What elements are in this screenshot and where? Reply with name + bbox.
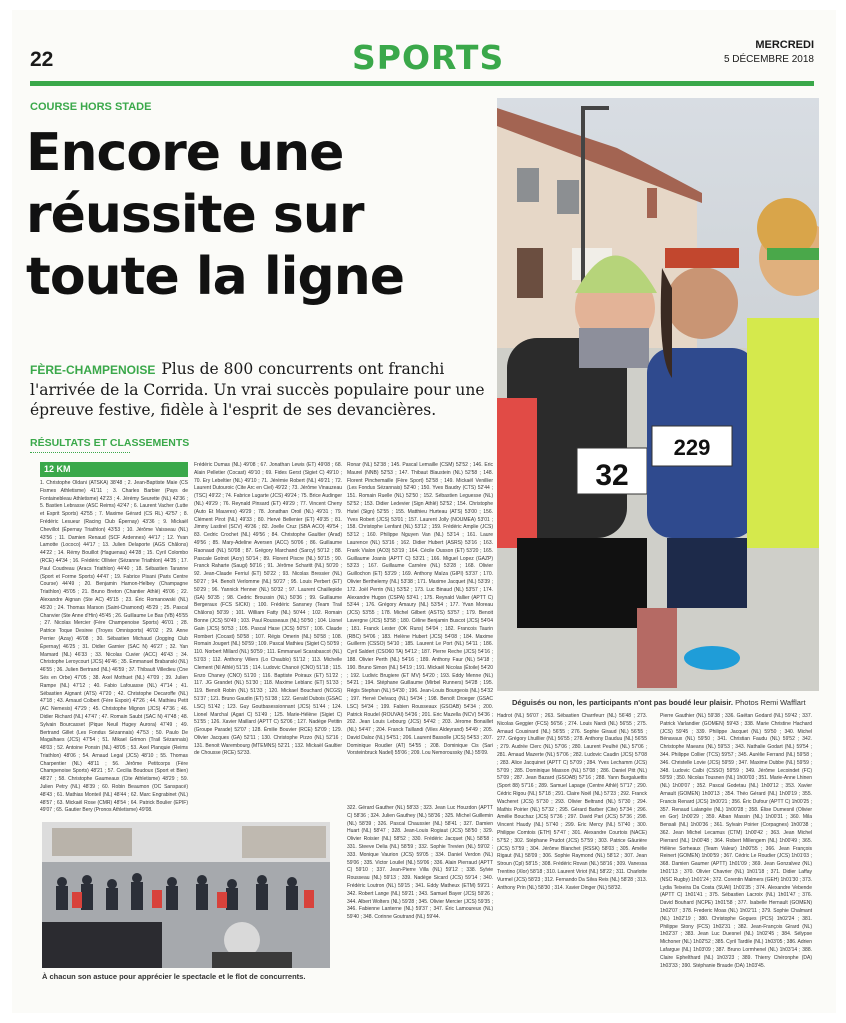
crowd-photo-illustration [42,822,330,968]
results-column-4 [497,713,647,993]
results-text-4: Hadrot (NL) 56'07 ; 263. Sébastien Charrfeurr (NL) 56'48 ; 273. Nicolas Geggier (FCS) 56'56 ; 274. Louis Nardi (NL) 56'55 ; 275. Arnaud Cousinard (NL) 56'55 ; 276. Sophie Giraud (NL) 56'55 ; 277. Grégory Lhuillier (NL) 56'55 ; 278. Anthony Dauduu (NL) 56'55 ; 279. Audrée Clerc (NL) 57'06 ; 280. Laurent Peulhé (NL) 57'06 ; 281. Arnaud Mazerte (NL) 57'06 ; 282. Ludovic Caudin (JCS) 57'08 ; 283. Alice Jacquinet (APTT C) 57'09 ; 284. Yves Lechamm (JCS) 57'09 ; 285. Dominique Masson (NL) 57'08 ; 286. Daniel Pitt (NL) 57'09 ; 287. Jean Bazard (GSOAB) 57'16 ; 288. Yann Burgaluettis (Sport 88) 57'16 ; 289. Samuel Lapage (Centre Athlé) 57'17 ; 290. Cédric Rigou (NL) 57'18 ; 291. Claire Noël (NL) 57'23 ; 292. Franck Wacheret (JCS) 57'30 ; 293. Olivier Beltrand (NL) 57'30 ; 294. Mathis Poirier (NL) 57'32 ; 295. Gérard Barber (Cite) 57'34 ; 296. Amélie Bouchaz (JCS) 57'36 ; 297. David Parl (JCS) 57'36 ; 298. Vincent Haudy (NL) 57'40 ; 299. Eric Mercy (NL) 57'40 ; 300. Philippe Comtois (ETH) 57'47 ; 301. Alexandre Courtois (NACE) 57'52 ; 302. Stéphane Prudot (JCS) 57'59 ; 303. Patrice Gâurière (JCS) 57'59 ; 304. Jérôme Blanchet (RSSK) 58'03 ; 305. Amélie Rigaut (NL) 58'09 ; 306. Sophie Raymond (NL) 58'12 ; 307. Jean Stroun (Cpl) 58'15 ; 308. Frédéric Rovan (NL) 58'16 ; 309. Vanessa Trentino (Xlor) 58'18 ; 310. Laurent Viriot (NL) 58'22 ; 311. Charlotte Vurmel (JCS) 58'23 ; 312. Fernando Da Silva Reis (NL) 58'28 ; 313. Anthony Prin (NL) 58'30 ; 314. Xavier Dinger (NL) 58'32. [497,713,647,891]
article-headline: Encore une réussite sur toute la ligne [26,123,405,307]
issue-day: MERCREDI [755,39,814,51]
results-column-5 [660,713,812,993]
photo-credit: Photos Remi Wafflart [735,698,806,707]
section-title: SPORTS [352,38,505,77]
main-caption-text: Déguisés ou non, les participants n'ont pas boudé leur plaisir. [512,698,733,707]
bib-number-left: 32 [595,459,629,492]
page-number: 22 [30,48,54,71]
small-photo-caption: À chacun son astuce pour apprécier le spectacle et le flot de concurrents. [42,972,306,981]
crowd-photo [42,822,330,968]
results-column-1 [40,462,188,814]
results-column-6 [347,805,493,995]
results-text-1: 1. Christophe Oldani (ATSKA) 38'48 ; 2. Jean-Baptiste Maie (CS Fismes Athletisme) 41'11 ; 3. Charles Barbier (Pays de Fontainebleau Athletisme) 42'23 ; 4. Jérémy Seurette (NL) 42'36 ; 5. Bastien Lebrasse (ASC Reims) 42'47 ; 6. Laurent Vacher (Lutte et Esprit Sports) 42'55 ; 7. Maxime Gérard (CS RL) 42'57 ; 8. Frédéric Lesueur (Racing Club Épernay) 43'36 ; 9. Mickaël Chevillot (Épernay Triathlon) 43'53 ; 10. Jérôme Vaisseau (NL) 43'56 ; 11. Damien Renaud (SCF Ardennes) 44'17 ; 12. Yvan Lamotte (Lococo) 44'17 ; 13. Julien Delaporte (AGS Châlons) 44'22 ; 14. Rémy Bouillot (Haguenau) 44'28 ; 15. Cyril Colombo (RCE) 44'34 ; 16. Frédéric Ollivier (Sézanne Triathlon) 44'35 ; 17. Paul Coudreau (Aracs Triathlon) 44'40 ; 18. Sébastien Taranne (Sport et Forme Sports) 44'47 ; 19. Fabrice Pisani (Paris Centre Course) 44'49 ; 20. Benjamin Hamon-Helbey (Champagne Triathlon) 45'05 ; 21. Bruno Breton (Chantier Athlé) 45'06 ; 22. Alexandre Aignan (Ste AC) 45'15 ; 23. Éric Romanowski (NL) 45'20 ; 24. Thomas Marson (Saint-Chamond) 45'29 ; 25. Pascal Chanvier (Ste Anne d'Hin) 45'45 ; 26. Guillaume Le Bas (VB) 45'55 ; 27. Nicolas Mercier (Fère Champenoise Sports) 46'01 ; 28. Patrice Toque Desiree (Troyes Omnisports) 46'02 ; 29. Anne Perrier (Azay) 46'08 ; 30. Sébastien Michaud (Jogging Club Épernay) 46'25 ; 31. Didier Garnier (SAC N) 46'27 ; 32. Yan Mamard (NL) 46'33 ; 33. Nicolas Cuvier (ACC) 46'43 ; 34. Christophe Leroycourt (JCS) 46'46 ; 35. Emmanuel Brabanski (NL) 46'55 ; 36. Julien Bertrand (NL) 46'59 ; 37. Thibault Villedieu (Cne Sés en Orbe) 47'05 ; 38. Axel Mothuet (NL) 47'09 ; 39. Julien Rampe (NL) 47'12 ; 40. Fabio Lafouasse (NL) 47'14 ; 41. Sébastien Aignant (ATS) 47'20 ; 42. Christophe Decaroffe (NL) 47'18 ; 43. Arnaud Colbert (Fère Espoir) 47'26 ; 44. Mathieu Petit (AC Nemesis) 47'29 ; 45. Christophe Mignon (JCS) 47'36 ; 46. Didier Richard (NL) 47'47 ; 47. Romain Saubt (SAC N) 47'48 ; 48. Sylvain Bourcasset (Pique Neuil Hugey Aurora) 47'49 ; 49. Bertrand Gillet (Les Fondus Sézannais) 47'53 ; 50. Paulo De Magalhaes (JCS) 47'54 ; 51. Mikael Grimon (Trail Sézannais) 48'03 ; 52. Antoine Ponsin (NL) 48'05 ; 53. Axel Planquie (Reims Triathlon) 48'06 ; 54. Arnaud Legal (JCS) 48'10 ; 55. Thomas Charpentier (NL) 48'11 ; 56. Jérôme Petitcorps (Fère Champenoise Sports) 48'21 ; 57. Cecilia Boudoux (Sport et Bien) 48'27 ; 58. Christophe Gaumeaux (Cite Athletisme) 48'29 ; 59. Julien Petry (NL) 48'39 ; 60. Robin Beaumon (OC Sanspacé) 48'43 ; 61. Mathias Monteil (NL) 48'44 ; 62. Marc Engrabinet (NL) 48'57 ; 63. Mickaël Rose (CMR) 48'54 ; 64. Patrick Boulier (EPIF) 49'07 ; 65. Gautier Bery (Pronos Athletisme) 49'08. [40,480,188,814]
header-rule [30,81,814,86]
lead-text: Plus de 800 concurrents ont franchi l'arrivée de la Corrida. Un vrai succès populaire pour une épreuve festive, fidèle à l'esprit de ses devancières. [30,360,485,419]
bib-number-right: 229 [673,435,711,460]
lead-place: FÈRE-CHAMPENOISE [30,363,156,377]
results-divider [30,452,130,454]
runners-photo-illustration [497,98,819,691]
main-photo-caption [512,698,806,707]
results-text-3: Ronar (NL) 52'38 ; 145. Pascal Lemaille (CSM) 52'52 ; 146. Eric Maurel (NNB) 52'53 ; 147. Thibaut Blaustein (NL) 52'58 ; 148. Florent Pinchemaille (Fère Sport) 52'58 ; 149. Mickaël Venillier (Les Fondus Sézannais) 52'40 ; 150. Yves Baudry (CTS) 52'44 ; 151. Romain Ruelle (NL) 52'50 ; 152. Sébastien Leguesse (NL) 52'52 ; 153. Didier Ledevier (Sign Athlé) 52'52 ; 154. Christophe Hutel (Sign) 52'55 ; 155. Matthieu Hurteau (ATS) 53'00 ; 156. Yves Robert (JCS) 53'01 ; 157. Laurent Jolly (NOUMEA) 53'01 ; 158. Christophe Lenfant (NL) 53'12 ; 159. Frédéric Amplie (JCS) 53'12 ; 160. Philippe Nguyen Van (NL) 53'14 ; 161. Laure Laurence (NL) 53'16 ; 162. Didier Hubert (ASRS) 53'16 ; 163. Frank Vialon (AO3) 53'19 ; 164. Cécile Ousson (ET) 53'20 ; 165. Guillaume Joanis (APTT C) 53'21 ; 166. Miguel Lopez (GAZP) 53'23 ; 167. Guillaume Carnère (NL) 53'28 ; 168. Olivier Guillochon (ET) 53'29 ; 169. Anthony Maïza (GIPI) 53'37 ; 170. Olivier Berthelemy (NL) 53'38 ; 171. Maxime Jacquet (NL) 53'39 ; 172. Joël Perrin (NL) 53'52 ; 173. Luc Binaud (NL) 53'57 ; 174. Alexandre Hugon (CSPA) 53'41 ; 175. Reynald Vallier (APTT C) 53'44 ; 176. Grégory Amaury (NL) 53'54 ; 177. Yvan Moreau (JCS) 53'55 ; 178. Michel Gilbert (ASTS) 53'57 ; 179. Benoit Lavergne (JCS) 53'58 ; 180. Céline Benjamin Buscot (JCS) 54'04 ; 181. Franck Lester (OK Runs) 54'04 ; 182. Francois Taurin (RBC) 54'06 ; 183. Helène Hubert (JCS) 54'08 ; 184. Maxime Guillerm (CSSO) 54'10 ; 185. Laurent Le Port (NL) 54'11 ; 186. Cyril Saldert (CSO60 TA) 54'12 ; 187. Pierre Reche (JCS) 54'16 ; 188. Olivier Perth (NL) 54'16 ; 189. Anthony Faur (NL) 54'18 ; 190. Bruno Simon (NL) 54'19 ; 191. Mickaël Nicolas (Étoile) 54'20 ; 192. Ludivic Brugiere (ET MV) 54'20 ; 193. Eddy Menne (NL) 54'21 ; 194. Stéphane Guillaume (Mirbel Runners) 54'28 ; 195. Régis Stephan (NL) 54'30 ; 196. Jean-Louis Bourgeois (NL) 54'32 ; 197. Hervé Delvacq (NL) 54'34 ; 198. Benoît Droeger (GSAC LSC) 54'34 ; 199. Fabien Rousseaux (GSOAB) 54'34 ; 200. Patrick Roudel (ROUVAI) 54'36 ; 201. Eric Mazella (NCV) 54'36 ; 202. Jean Louis Lebourg (JCS) 54'42 ; 203. Jérome Bonaillet (NL) 54'47 ; 204. Franck Taillandi (Viles Aldeyrand) 54'49 ; 205. David Daloz (NL) 54'51 ; 206. Laurent Bassolle (JCS) 54'53 ; 207. Dominique Roudier (AT) 54'55 ; 208. Dominique Cis (Sari Vorsteinbruck Nadel) 55'06 ; 209. Lou Nemoroussky (NL) 55'09. [347,462,493,757]
results-column-3 [347,462,493,802]
results-column-2 [194,462,342,807]
results-text-6: 322. Gérard Gauther (NL) 58'33 ; 323. Jean Luc Houzdon (APTT C) 58'36 ; 324. Julien Gauthey (NL) 58'36 ; 325. Michel Guillemin (NL) 58'39 ; 326. Pascal Chaussier (NL) 58'41 ; 327. Damien Huart (NL) 58'47 ; 328. Jean-Louis Rogiaut (JCS) 58'50 ; 329. Olivier Roisier (NL) 58'52 ; 330. Frédéric Jacquet (NL) 58'58 ; 331. Steeve Delia (NL) 58'59 ; 332. Sophie Trevien (NL) 59'02 ; 333. Monique Vaurion (JCS) 59'05 ; 334. Daniel Verdon (NL) 59'06 ; 335. Victor Louilel (NL) 59'06 ; 336. Alain Pierraud (APTT C) 59'10 ; 337. Jean-Pierre Villa (NL) 59'12 ; 338. Sylvie Rousseau (NL) 59'13 ; 339. Nadège Sicard (JCS) 59'14 ; 340. Frédéric Loutron (NL) 59'15 ; 341. Eddy Matheux (ETM) 59'21 ; 342. Robert Lange (NL) 59'21 ; 343. Samuel Bayer (JCS) 59'26 ; 344. Albert Wolters (NL) 59'28 ; 345. Olivier Mercier (JCS) 59'35 ; 346. Fabienne Lanterne (NL) 59'37 ; 347. Éric Lamoureux (NL) 59'40 ; 348. Corinne Goutrand (NL) 59'44. [347,805,493,921]
results-text-2: Frédéric Dumas (NL) 49'08 ; 67. Jonathan Lewis (ET) 49'08 ; 68. Alain Pelletier (Cocast) 49'10 ; 69. Fides Gerst (Sigiet C) 49'10 ; 70. Ery Lebeltier (NL) 49'10 ; 71. Jérémie Robert (NL) 49'21 ; 72. Laurent Dutouroic (Cite Arc en Ciel) 49'22 ; 73. Jérôme Vinauzeau (TSC) 49'22 ; 74. Fabrice Lugarte (JCS) 49'24 ; 75. Brice Audinger (NL) 49'29 ; 76. Reynald Pinsard (ET) 49'29 ; 77. Vincent Cheny (Auto Et Mauvres) 49'29 ; 78. Jonathan Oroil (NL) 49'31 ; 79. Clément Pirot (NL) 49'33 ; 80. Hervé Bellenier (ET) 49'35 ; 81. Jimmy Lastirel (SCV) 49'36 ; 82. Joelle Cruz (SBA ACO) 49'54 ; 83. Cedric Crochet (NL) 49'56 ; 84. Christophe Gaultier (Arad) 49'56 ; 85. Mary-Adeline Aversen (ACC) 50'06 ; 86. Guillaume Raonaud (NL) 50'08 ; 87. Grégory Marchand (Sarcy) 50'12 ; 88. Pascale Gotnot (Acry) 50'14 ; 89. Florent Piscre (NL) 50'15 ; 90. Franck Raharte (Saugi) 50'16 ; 91. Jérôme Scharitt (NL) 50'20 ; 92. Jean-Claude Ferriul (ET) 50'22 ; 93. Nicolas Bressier (NL) 50'27 ; 94. Benoît Verlomme (NL) 50'27 ; 95. Louis Perbert (ET) 50'29 ; 96. Yannick Henner (NL) 50'32 ; 97. Laurent Chaillepide (GA) 50'35 ; 98. Cedric Broussin (NL) 50'36 ; 99. Guillaume Bergeraux (FCS SICKI) ; 100. Frédéric Sansney (Team Trail Châlons) 50'39 ; 101. William Fatty (NL) 50'44 ; 102. Romain Bonne (JCS) 50'49 ; 103. Paul Rousseaux (NL) 50'50 ; 104. Lionel Gain (JCS) 50'53 ; 105. Pascal Hase (JCS) 50'57 ; 106. Claude Rombert (Cocast) 50'58 ; 107. Régis Omerin (NL) 50'58 ; 108. Romain Jougert (NL) 50'59 ; 109. Pascal Mathieu (Sigiet C) 50'59 ; 110. Norbert Millard (NL) 50'59 ; 111. Emmanuel Scarabascot (NL) 51'03 ; 112. Anthony Villers (Lo Chaublo) 51'12 ; 113. Michelle Clement (NI Athlé) 51'15 ; 114. Ludovic Chancé (CNO) 51'18 ; 115. Enzo Chaney (CNO) 51'20 ; 116. Baptiste Poiraux (ET) 51'22 ; 117. JG Grandet (NL) 51'30 ; 118. Maxime Leblanc (ET) 51'33 ; 119. Benoît Robin (NL) 51'33 ; 120. Mickael Bouchard (NCGS) 51'37 ; 121. Bruno Gaudin (ET) 51'38 ; 122. Gerald Dubois (GSAC LSC) 51'42 ; 123. Guy Goutbasessionnant (JCS) 51'44 ; 124. Lionel Marchal (Agari C) 51'49 ; 125. Marie-Hélène (Sigiet C) 51'55 ; 126. Xavier Maillard (APTT C) 52'06 ; 127. Nadège Petitin (Groupe Parade) 52'07 ; 128. Émilie Bouvier (RCE) 52'09 ; 129. Olivier Jacques (GA) 52'11 ; 130. Christophe Pizzo (NL) 52'16 ; 131. Benoit Warembourg (MTEMNS) 52'21 ; 132. Mickaël Gaultier de Chousse (RCE) 52'33. [194,462,342,757]
category-bar: 12 KM [40,462,188,477]
results-text-5: Pierre Gauthier (NL) 59'38 ; 336. Gaëtan Godard (NL) 59'42 ; 337. Patrick Varlandier (GOMEN) 59'43 ; 338. Marie Christine Hachard (JCS) 59'45 ; 339. Philippe Jacquet (NL) 59'50 ; 340. Michel Bénavaux (NL) 59'50 ; 341. Christian Faudu (NL) 59'52 ; 342. Christophe Maeans (NL) 59'53 ; 343. Nathalie Godart (NL) 59'54 ; 344. Philippe Collier (TCS) 59'57 ; 345. Aurélie Ferrand (NL) 59'58 ; 346. Christelle Lovie (JCS) 59'59 ; 347. Maxime Dubbe (NL) 59'59 ; 348. Ludovic Calbi (CSSO) 59'59 ; 349. Jérôme Lecoindet (FC) 59'59 ; 350. Nicolas Tousnen (NL) 1h00'03 ; 351. Marie-Anne Lhinen (NL) 1h00'07 ; 352. Pascal Godetau (NL) 1h00'12 ; 353. Xavier Arnault (GOMEN) 1h00'13 ; 354. Théo Gérard (NL) 1h00'19 ; 355. Francis Renard (JCS) 1h00'21 ; 356. Éric Dufour (APTT C) 1h00'25 ; 357. Renaud Lalangée (NL) 1h00'28 ; 358. Élise Dumesnil (Olivier en Gor) 1h00'29 ; 359. Alban Massin (NL) 1h00'31 ; 360. Mila Bensali (NL) 1h00'36 ; 361. Sylvain Poirier (Corpagnes) 1h00'38 ; 362. Jean Michel Lecamus (CTM) 1h00'42 ; 363. Jean Michel Pierrard (NL) 1h00'48 ; 364. Robert Millengem (NL) 1h00'49 ; 365. Hélène Sorheaux (Team Valeur) 1h00'55 ; 366. Jean François Reinert (GOMEN) 1h00'59 ; 367. Cédric Le Roudier (JCS) 1h01'03 ; 368. Damien Gaumer (APTT) 1h01'09 ; 369. Jean Gonzalvez (NL) 1h01'13 ; 370. Olivier Chavrier (NL) 1h01'18 ; 371. Didier Laffay (NSC Rugby) 1h01'24 ; 372. Corentin Malmers (GEH) 1h01'30 ; 373. Lydia Teixeira Da Costa (SUAI) 1h01'35 ; 374. Alexandre Vebende (APTT C) 1h01'41 ; 375. Sébastien Lacroix (NL) 1h01'47 ; 376. David Bouhard (NCPE) 1h01'58 ; 377. Isabelle Hernault (GOMEN) 1h02'07 ; 378. Frederic Moas (NL) 1h02'11 ; 379. Sophie Chalmant (NL) 1h02'19 ; 380. Christophe Gogues (PCS) 1h02'24 ; 381. Philippe Stony (FCS) 1h02'31 ; 382. Jean-François Girard (NL) 1h02'37 ; 383. Jean Luc Duesnel (NL) 1h02'45 ; 384. Sélypse Michoner (NL) 1h02'52 ; 385. Cyril Tardile (NL) 1h03'05 ; 386. Adrien Lafargue (NL) 1h03'09 ; 387. Bruno Lormhenel (NL) 1h03'14 ; 388. Claire Ephelthard (NL) 1h03'23 ; 389. Thierry Chéronphe (DA) 1h03'33 ; 390. Stéphanie Braude (DA) 1h03'45. [660,713,812,969]
results-title: RÉSULTATS ET CLASSEMENTS [30,437,190,449]
runners-photo [497,98,819,691]
issue-date: 5 DÉCEMBRE 2018 [723,54,814,65]
article-lead [30,359,488,420]
article-kicker: COURSE HORS STADE [30,101,152,113]
